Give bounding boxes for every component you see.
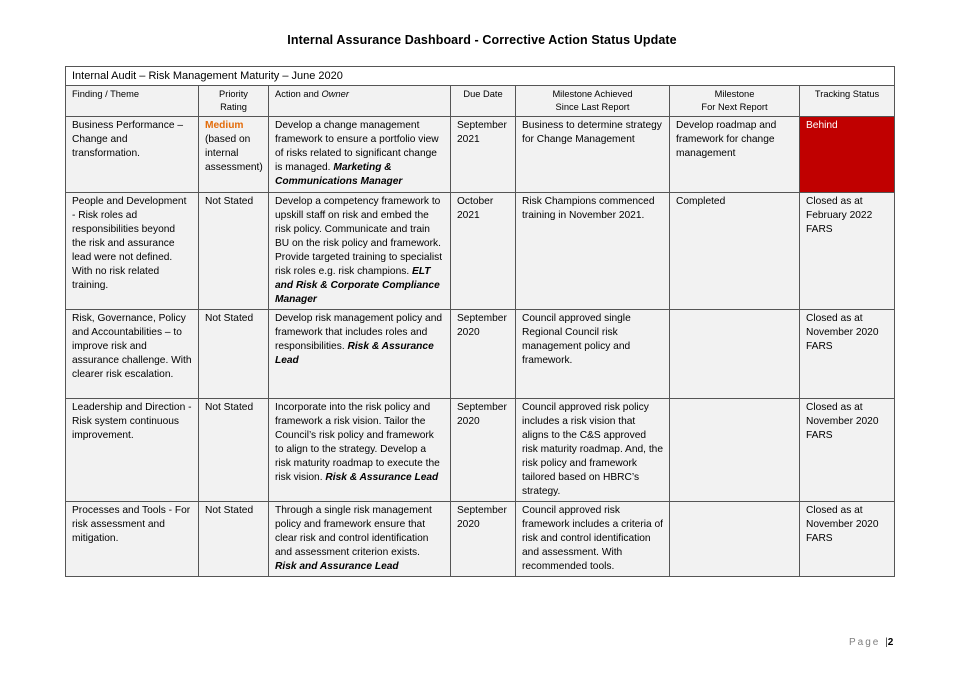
- finding-cell: Processes and Tools - For risk assessment and mitigation.: [66, 502, 199, 577]
- milestone-achieved-cell: Business to determine strategy for Change Management: [516, 117, 670, 193]
- finding-cell: Business Performance – Change and transformation.: [66, 117, 199, 193]
- milestone-next-cell: [670, 310, 800, 399]
- tracking-status-cell: Behind: [800, 117, 895, 193]
- tracking-status-cell: Closed as at November 2020 FARS: [800, 310, 895, 399]
- header-milestone-next: [670, 86, 800, 117]
- table-row: [66, 502, 895, 577]
- milestone-next-cell: Develop roadmap and framework for change management: [670, 117, 800, 193]
- section-header-row: [66, 67, 895, 86]
- action-cell: [269, 310, 451, 399]
- priority-note: (based on internal assessment): [205, 134, 263, 173]
- milestone-achieved-cell: Council approved risk framework includes a criteria of risk and control identification and assessment. With recommended tools.: [516, 502, 670, 577]
- milestone-next-cell: [670, 502, 800, 577]
- milestone-achieved-cell: Risk Champions commenced training in November 2021.: [516, 193, 670, 310]
- due-date-cell: October 2021: [451, 193, 516, 310]
- action-text: Through a single risk management policy and framework ensure that clear risk and control identification and assessment criterion exists.: [275, 505, 432, 558]
- action-cell: [269, 399, 451, 502]
- priority-cell: Not Stated: [199, 399, 269, 502]
- header-milestone-achieved: [516, 86, 670, 117]
- header-priority-line1: Priority: [219, 89, 248, 99]
- priority-cell: Not Stated: [199, 502, 269, 577]
- page-footer: [849, 637, 909, 648]
- header-action-prefix: Action and: [275, 89, 322, 99]
- action-text: Develop a change management framework to ensure a portfolio view of risks related to significant change is managed.: [275, 120, 439, 173]
- table-row: [66, 399, 895, 502]
- tracking-status-cell: Closed as at November 2020 FARS: [800, 502, 895, 577]
- header-milestone-next-line1: Milestone: [714, 89, 755, 99]
- action-text: Incorporate into the risk policy and framework a risk vision. Tailor the Council’s risk policy and framework to align to the strategy. Develop a risk maturity roadmap to execute the risk vision.: [275, 402, 440, 483]
- action-text: Develop a competency framework to upskill staff on risk and embed the risk policy. Communicate and train BU on the risk policy and framework. Provide targeted training to specialist risk roles e.g. risk champions.: [275, 196, 443, 277]
- header-priority: [199, 86, 269, 117]
- due-date-cell: September 2020: [451, 310, 516, 399]
- action-cell: [269, 193, 451, 310]
- milestone-next-cell: Completed: [670, 193, 800, 310]
- action-cell: [269, 502, 451, 577]
- header-milestone-achieved-line2: Since Last Report: [555, 101, 630, 112]
- table-row: [66, 310, 895, 399]
- milestone-achieved-cell: Council approved risk policy includes a risk vision that aligns to the C&S approved risk maturity roadmap. And, the risk policy and framework tailored based on HBRC’s strategy.: [516, 399, 670, 502]
- page-number: 2: [887, 637, 894, 648]
- tracking-status-cell: Closed as at November 2020 FARS: [800, 399, 895, 502]
- page-separator: |: [885, 637, 888, 648]
- table-row: [66, 117, 895, 193]
- due-date-cell: September 2020: [451, 502, 516, 577]
- header-priority-line2: Rating: [220, 101, 247, 112]
- due-date-cell: September 2021: [451, 117, 516, 193]
- action-owner: Marketing & Communications Manager: [275, 162, 403, 187]
- header-finding: Finding / Theme: [66, 86, 199, 117]
- priority-cell: [199, 117, 269, 193]
- milestone-next-cell: [670, 399, 800, 502]
- header-action: [269, 86, 451, 117]
- priority-level: Medium: [205, 120, 244, 131]
- action-owner: Risk & Assurance Lead: [325, 472, 439, 483]
- corrective-action-table: [65, 66, 895, 577]
- column-header-row: [66, 86, 895, 117]
- section-title: Internal Audit – Risk Management Maturity – June 2020: [66, 67, 895, 86]
- action-owner: Risk and Assurance Lead: [275, 561, 399, 572]
- document-title: Internal Assurance Dashboard - Corrective Action Status Update: [287, 33, 677, 47]
- page-label: Page: [849, 637, 881, 648]
- action-text: Develop risk management policy and framework that includes roles and responsibilities.: [275, 313, 443, 352]
- priority-cell: Not Stated: [199, 193, 269, 310]
- header-due-date: Due Date: [451, 86, 516, 117]
- finding-cell: Risk, Governance, Policy and Accountabilities – to improve risk and assurance challenge. With clearer risk escalation.: [66, 310, 199, 399]
- priority-cell: Not Stated: [199, 310, 269, 399]
- action-owner: Risk & Assurance Lead: [275, 341, 434, 366]
- finding-cell: Leadership and Direction - Risk system continuous improvement.: [66, 399, 199, 502]
- header-tracking-status: Tracking Status: [800, 86, 895, 117]
- tracking-status-cell: Closed as at February 2022 FARS: [800, 193, 895, 310]
- action-cell: [269, 117, 451, 193]
- header-milestone-achieved-line1: Milestone Achieved: [552, 89, 633, 99]
- due-date-cell: September 2020: [451, 399, 516, 502]
- header-milestone-next-line2: For Next Report: [701, 101, 768, 112]
- milestone-achieved-cell: Council approved single Regional Council risk management policy and framework.: [516, 310, 670, 399]
- header-action-owner: Owner: [321, 89, 349, 99]
- action-owner: ELT and Risk & Corporate Compliance Manager: [275, 266, 440, 305]
- finding-cell: People and Development - Risk roles ad responsibilities beyond the risk and assurance lead were not defined. With no risk related training.: [66, 193, 199, 310]
- table-row: [66, 193, 895, 310]
